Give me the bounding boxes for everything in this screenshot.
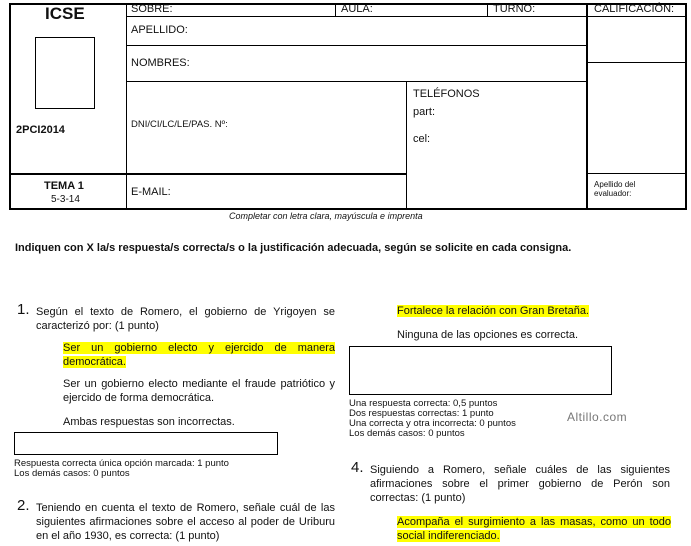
divider [127, 81, 587, 82]
photo-box [35, 37, 95, 109]
q3-answer-box[interactable] [349, 346, 612, 395]
dni-field[interactable]: DNI/CI/LC/LE/PAS. Nº: [131, 119, 228, 130]
q3-score-1: Una respuesta correcta: 0,5 puntos [349, 398, 498, 409]
q4-option-1-text: Acompaña el surgimiento a las masas, como un todo social indiferenciado. [397, 516, 671, 542]
calificacion-label: CALIFICACIÓN: [594, 3, 675, 15]
divider [127, 16, 687, 17]
exam-date: 5-3-14 [51, 194, 80, 205]
q1-score-1: Respuesta correcta única opción marcada: 1 punto [14, 458, 229, 469]
instructions: Indiquen con X la/s respuesta/s correcta/s o la justificación adecuada, según se solicite en cada consigna. [15, 242, 572, 254]
question-1-text: Según el texto de Romero, el gobierno de Yrigoyen se caracterizó por: (1 punto) [36, 306, 335, 332]
question-4-text: Siguiendo a Romero, señale cuáles de las siguientes afirmaciones sobre el primer gobierno de Perón son correctas: (1 punto) [370, 464, 670, 504]
q3-option-a[interactable] [397, 304, 657, 318]
divider [586, 3, 588, 210]
q4-option-1[interactable] [397, 515, 671, 543]
aula-label: AULA: [341, 3, 373, 15]
tema-label: TEMA 1 [44, 180, 84, 192]
q1-option-1[interactable] [63, 341, 335, 369]
telefono-cel-field[interactable]: cel: [413, 133, 431, 145]
turno-label: TURNO: [493, 3, 536, 15]
divider [9, 173, 407, 175]
q3-score-4: Los demás casos: 0 puntos [349, 428, 465, 439]
q1-option-1-text: Ser un gobierno electo y ejercido de manera democrática. [63, 342, 335, 368]
sobre-label: SOBRE: [131, 3, 173, 15]
divider [588, 173, 687, 174]
apellido-field[interactable]: APELLIDO: [131, 24, 188, 36]
email-field[interactable]: E-MAIL: [131, 186, 171, 198]
divider [126, 3, 127, 210]
divider [588, 62, 687, 63]
divider [127, 45, 587, 46]
q3-score-2: Dos respuestas correctas: 1 punto [349, 408, 494, 419]
question-2-text: Teniendo en cuenta el texto de Romero, señale cuál de las siguientes afirmaciones sobre el acceso al poder de Uriburu en el año 1930, es correcta: (1 punto) [36, 502, 335, 542]
evaluador-label-1: Apellido del [594, 180, 636, 189]
telefonos-label: TELÉFONOS [413, 88, 480, 100]
question-number: 2. [17, 497, 30, 514]
divider [487, 3, 488, 16]
q1-answer-box[interactable] [14, 432, 278, 455]
divider [406, 82, 407, 210]
completar-note: Completar con letra clara, mayúscula e imprenta [229, 211, 423, 221]
q3-score-3: Una correcta y otra incorrecta: 0 puntos [349, 418, 516, 429]
watermark: Altillo.com [567, 410, 628, 424]
school-name: ICSE [45, 4, 85, 23]
q3-option-a-text: Fortalece la relación con Gran Bretaña. [397, 305, 589, 317]
q3-option-b[interactable]: Ninguna de las opciones es correcta. [397, 329, 578, 341]
nombres-field[interactable]: NOMBRES: [131, 57, 190, 69]
question-number: 1. [17, 301, 30, 318]
q1-option-2[interactable]: Ser un gobierno electo mediante el fraude patriótico y ejercido de forma democrática. [63, 378, 335, 404]
evaluador-label-2: evaluador: [594, 189, 632, 198]
q1-score-2: Los demás casos: 0 puntos [14, 468, 130, 479]
telefono-part-field[interactable]: part: [413, 106, 436, 118]
divider [335, 3, 336, 16]
question-number: 4. [351, 459, 364, 476]
q1-option-3[interactable]: Ambas respuestas son incorrectas. [63, 416, 235, 428]
exam-code: 2PCI2014 [16, 124, 65, 136]
